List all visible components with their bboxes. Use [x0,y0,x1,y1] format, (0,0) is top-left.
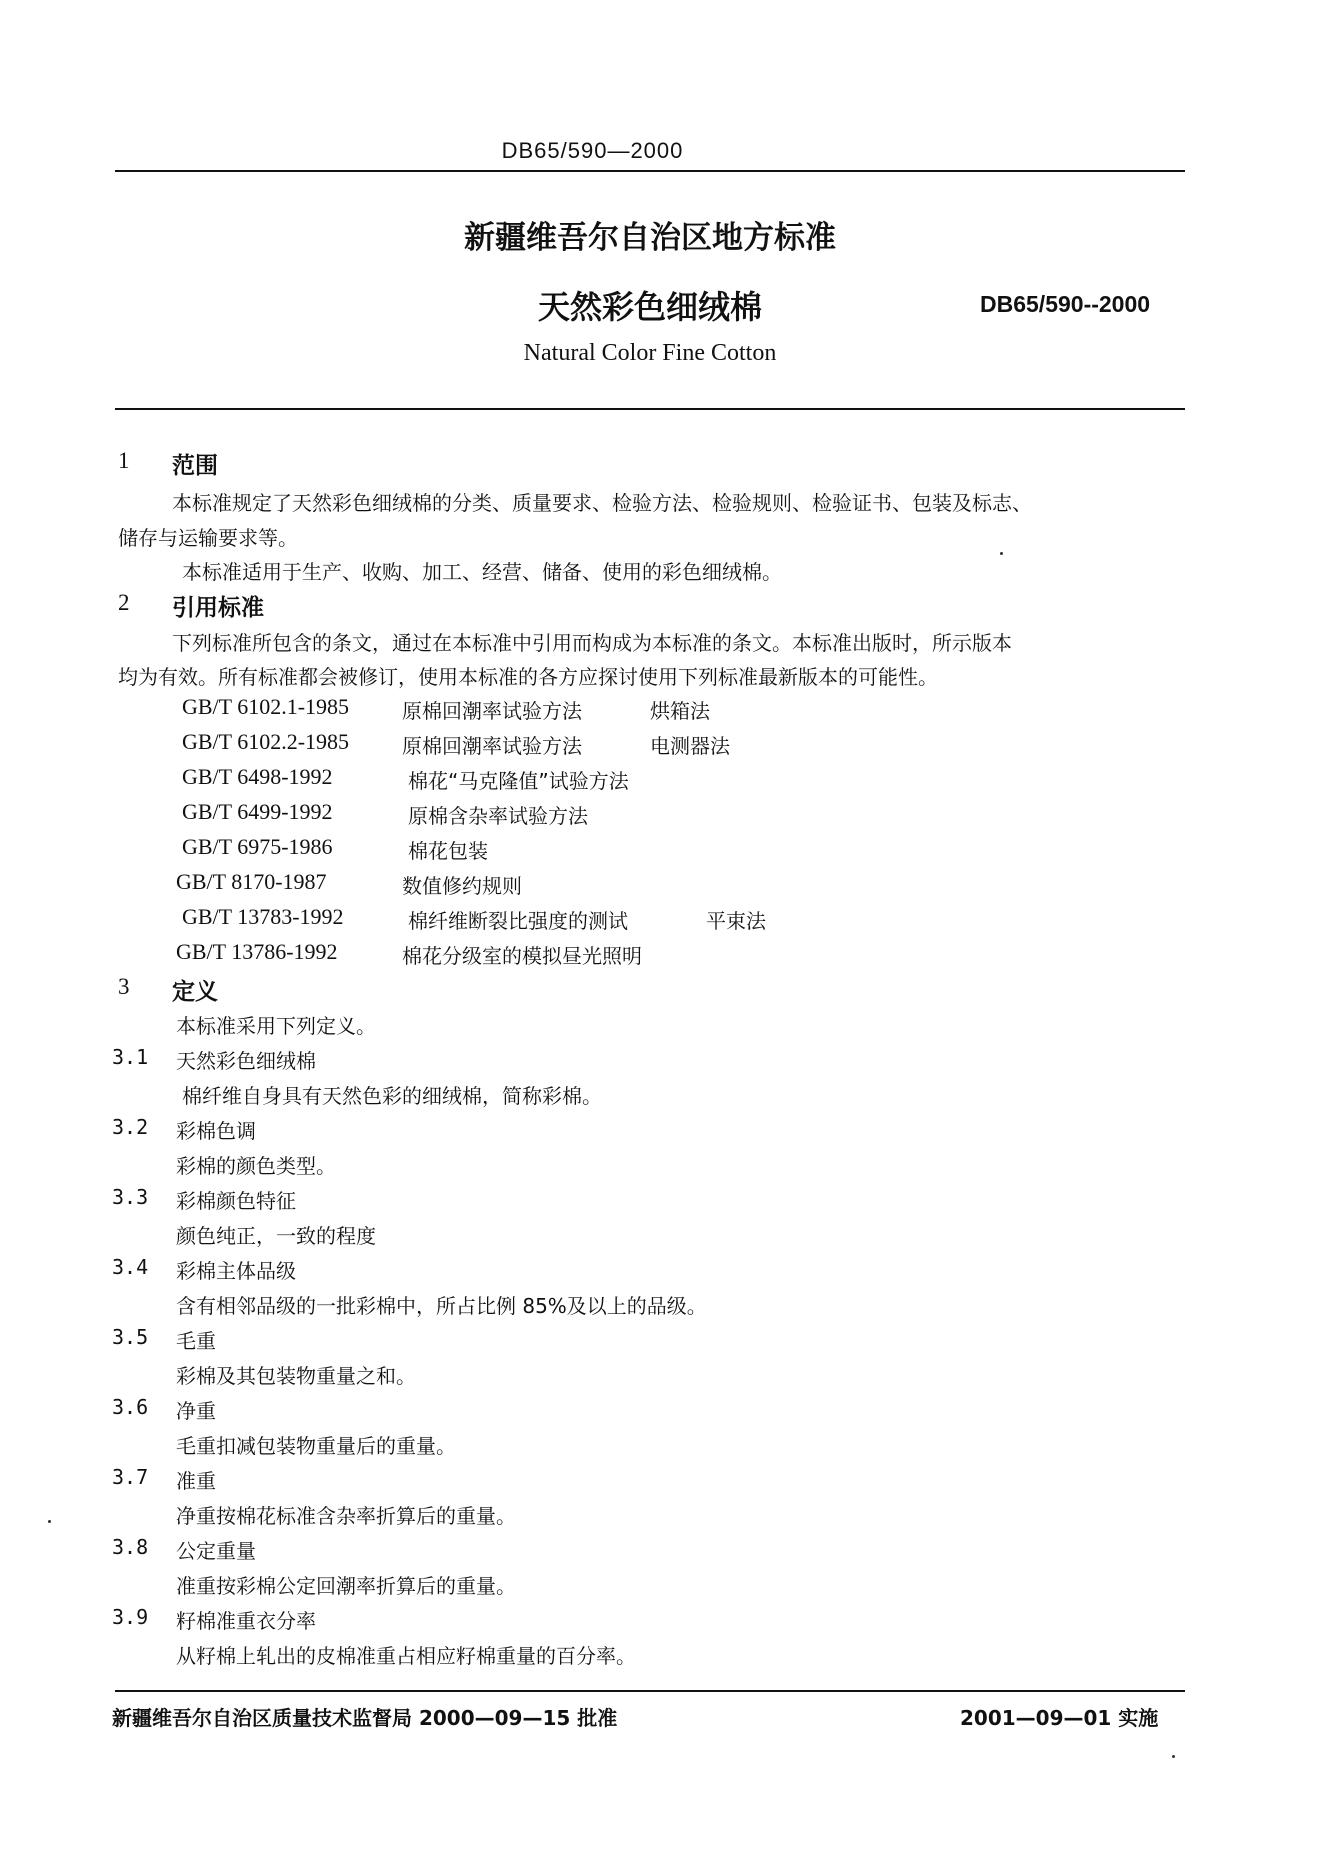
definition-term: 彩棉主体品级 [176,1259,296,1283]
section-2-number: 2 [118,590,130,615]
definition-description: 彩棉的颜色类型。 [176,1154,336,1178]
definition-description: 毛重扣减包装物重量后的重量。 [176,1434,456,1458]
ref-code: GB/T 6499-1992 [182,799,333,824]
section-1-paragraph-1b: 储存与运输要求等。 [118,526,298,550]
title-rule [115,408,1185,410]
effective-date: 2001—09—01 实施 [960,1706,1159,1730]
definition-term: 净重 [176,1399,216,1423]
definition-number: 3.2 [112,1115,149,1139]
section-1-number: 1 [118,448,130,473]
definition-number: 3.1 [112,1045,149,1069]
definition-description: 颜色纯正，一致的程度 [176,1224,376,1248]
ref-name: 原棉回潮率试验方法 [402,734,582,758]
ref-name: 棉纤维断裂比强度的测试 [408,909,628,933]
definition-term: 准重 [176,1469,216,1493]
definition-description: 从籽棉上轧出的皮棉准重占相应籽棉重量的百分率。 [176,1644,636,1668]
definition-number: 3.8 [112,1535,149,1559]
scan-speck [48,1520,51,1523]
ref-method: 电测器法 [650,734,730,758]
section-3-title: 定义 [172,979,218,1005]
section-1-paragraph-1a: 本标准规定了天然彩色细绒棉的分类、质量要求、检验方法、检验规则、检验证书、包装及标志、 [172,491,1032,515]
ref-code: GB/T 13783-1992 [182,904,344,929]
definition-term: 籽棉准重衣分率 [176,1609,316,1633]
ref-name: 原棉含杂率试验方法 [408,804,588,828]
header-standard-code: DB65/590—2000 [501,138,684,163]
header-rule [115,170,1185,172]
document-title: 新疆维吾尔自治区地方标准 [464,220,836,256]
section-3-number: 3 [118,974,130,999]
definition-description: 棉纤维自身具有天然色彩的细绒棉，简称彩棉。 [182,1084,602,1108]
ref-method: 烘箱法 [650,699,710,723]
definition-description: 彩棉及其包装物重量之和。 [176,1364,416,1388]
standard-number: DB65/590--2000 [980,291,1151,317]
definition-term: 毛重 [176,1329,216,1353]
definition-number: 3.3 [112,1185,149,1209]
definition-number: 3.6 [112,1395,149,1419]
ref-code: GB/T 8170-1987 [176,869,327,894]
section-2-title: 引用标准 [172,595,264,621]
definition-term: 公定重量 [176,1539,256,1563]
ref-name: 原棉回潮率试验方法 [402,699,582,723]
section-2-paragraph-b: 均为有效。所有标准都会被修订，使用本标准的各方应探讨使用下列标准最新版本的可能性。 [118,665,938,689]
definition-description: 含有相邻品级的一批彩棉中，所占比例 85%及以上的品级。 [176,1294,707,1318]
ref-code: GB/T 6975-1986 [182,834,333,859]
ref-name: 棉花包装 [408,839,488,863]
ref-method: 平束法 [706,909,766,933]
definition-description: 准重按彩棉公定回潮率折算后的重量。 [176,1574,516,1598]
definition-term: 彩棉颜色特征 [176,1189,296,1213]
product-title: 天然彩色细绒棉 [537,288,762,326]
approval-line: 新疆维吾尔自治区质量技术监督局 2000—09—15 批准 [112,1706,618,1730]
definition-term: 天然彩色细绒棉 [176,1049,316,1073]
definition-number: 3.9 [112,1605,149,1629]
ref-name: 棉花“马克隆值”试验方法 [408,769,629,793]
definition-term: 彩棉色调 [176,1119,256,1143]
scan-speck [1172,1755,1175,1758]
ref-name: 数值修约规则 [402,874,522,898]
english-title: Natural Color Fine Cotton [523,340,777,366]
ref-code: GB/T 13786-1992 [176,939,338,964]
ref-code: GB/T 6498-1992 [182,764,333,789]
scan-speck [1000,552,1003,555]
ref-code: GB/T 6102.1-1985 [182,694,350,719]
definition-number: 3.5 [112,1325,149,1349]
definition-number: 3.4 [112,1255,149,1279]
ref-code: GB/T 6102.2-1985 [182,729,350,754]
section-2-paragraph-a: 下列标准所包含的条文，通过在本标准中引用而构成为本标准的条文。本标准出版时，所示版本 [172,631,1012,655]
definition-number: 3.7 [112,1465,149,1489]
section-3-intro: 本标准采用下列定义。 [176,1014,376,1038]
section-1-paragraph-2: 本标准适用于生产、收购、加工、经营、储备、使用的彩色细绒棉。 [182,560,782,584]
ref-name: 棉花分级室的模拟昼光照明 [402,944,642,968]
definition-description: 净重按棉花标准含杂率折算后的重量。 [176,1504,516,1528]
footer-rule [115,1690,1185,1692]
section-1-title: 范围 [172,453,218,479]
